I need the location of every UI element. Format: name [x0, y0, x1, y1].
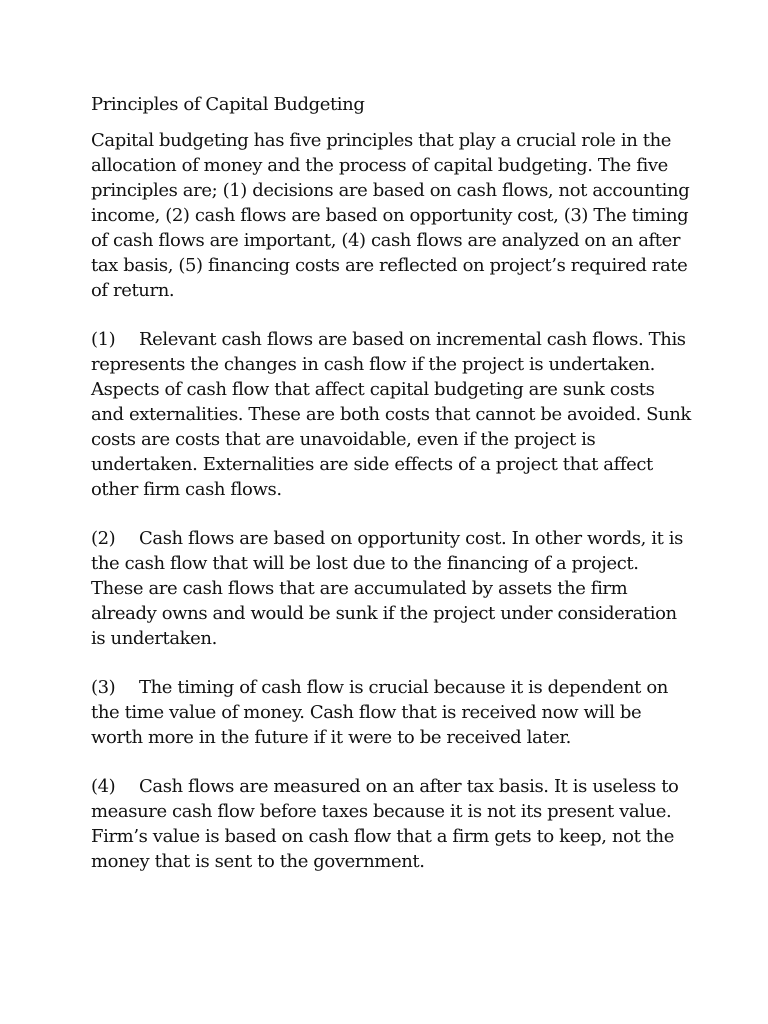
- principle-number: (3): [91, 677, 116, 698]
- principle-number: (1): [91, 329, 116, 350]
- principle-text: The timing of cash flow is crucial because it is dependent on the time value of money. Cash flow that is received now will be worth more in the future if it were to be received later.: [91, 677, 668, 748]
- principle-text: Relevant cash flows are based on incremental cash flows. This represents the changes in cash flow if the project is undertaken. Aspects of cash flow that affect capital budgeting are sunk costs and externalities. These are both costs that cannot be avoided. Sunk costs are costs that are unavoidable, even if the project is undertaken. Externalities are side effects of a project that affect other firm cash flows.: [91, 329, 691, 500]
- principle-number: (2): [91, 528, 116, 549]
- principle-text: Cash flows are measured on an after tax basis. It is useless to measure cash flow before taxes because it is not its present value. Firm’s value is based on cash flow that a firm gets to keep, not the money that is sent to the government.: [91, 776, 679, 872]
- principle-text: Cash flows are based on opportunity cost. In other words, it is the cash flow that will be lost due to the financing of a project. These are cash flows that are accumulated by assets the firm already owns and would be sunk if the project under consideration is undertaken.: [91, 528, 684, 649]
- principle-paragraph-4: [91, 774, 691, 874]
- principle-number: (4): [91, 776, 116, 797]
- principle-paragraph-2: [91, 526, 691, 651]
- principle-paragraph-1: [91, 327, 691, 502]
- intro-paragraph: Capital budgeting has five principles that play a crucial role in the allocation of money and the process of capital budgeting. The five principles are; (1) decisions are based on cash flows, not accounting income, (2) cash flows are based on opportunity cost, (3) The timing of cash flows are important, (4) cash flows are analyzed on an after tax basis, (5) financing costs are reflected on project’s required rate of return.: [91, 130, 690, 301]
- document-title: Principles of Capital Budgeting: [91, 94, 365, 115]
- document-body: [91, 92, 691, 898]
- principle-paragraph-3: [91, 675, 691, 750]
